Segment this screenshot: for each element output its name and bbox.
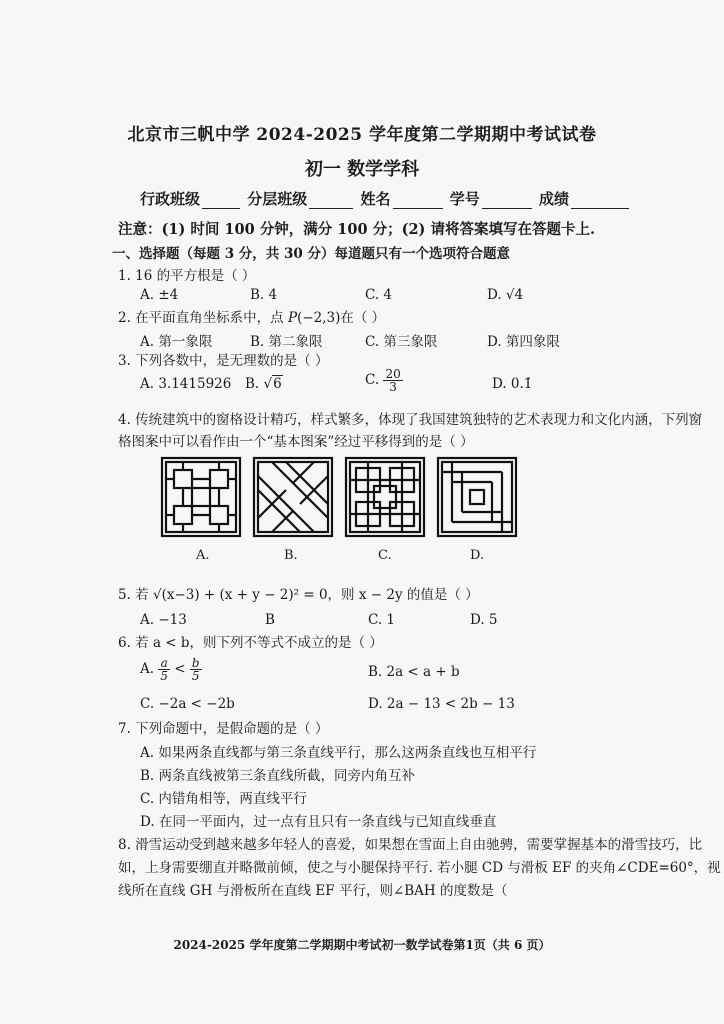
exam-title: 北京市三帆中学 2024-2025 学年度第二学期期中考试试卷 xyxy=(127,125,597,145)
q2-stem: 2. 在平面直角坐标系中，点 P(−2,3)在（ ） xyxy=(118,310,386,326)
q8-stem-line3: 线所在直线 GH 与滑板所在直线 EF 平行，则∠BAH 的度数是（ xyxy=(118,883,508,899)
blank-student-id[interactable] xyxy=(482,194,532,209)
page-footer: 2024-2025 学年度第二学期期中考试初一数学试卷第1页（共 6 页） xyxy=(173,938,551,952)
q7-stem: 7. 下列命题中，是假命题的是（ ） xyxy=(118,721,329,737)
field-level-class: 分层班级 xyxy=(247,190,308,208)
q2-option-b[interactable]: B. 第二象限 xyxy=(250,334,323,350)
q5-option-d[interactable]: D. 5 xyxy=(470,612,498,628)
window-pattern-b[interactable] xyxy=(252,456,334,538)
q2-option-a[interactable]: A. 第一象限 xyxy=(140,334,213,350)
blank-admin-class[interactable] xyxy=(202,194,240,209)
window-pattern-c[interactable] xyxy=(344,456,426,538)
q2-option-d[interactable]: D. 第四象限 xyxy=(487,334,560,350)
window-pattern-a[interactable] xyxy=(160,456,242,538)
pattern-label-b: B. xyxy=(284,548,298,563)
q1-option-d[interactable]: D. √4 xyxy=(487,287,524,303)
field-admin-class: 行政班级 xyxy=(140,190,201,208)
q6-option-a[interactable]: A. $\frac{a}{5}$ < $\frac{b}{5}$ xyxy=(140,656,200,683)
student-info-row xyxy=(140,188,629,209)
q1-stem: 1. 16 的平方根是（ ） xyxy=(118,268,256,284)
q1-option-a[interactable]: A. ±4 xyxy=(140,287,179,303)
q3-option-c[interactable]: C. $\frac{20}{3}$ xyxy=(365,367,401,394)
q5-option-a[interactable]: A. −13 xyxy=(140,612,187,628)
q6-option-c[interactable]: C. −2a < −2b xyxy=(140,696,235,712)
q2-option-c[interactable]: C. 第三象限 xyxy=(365,334,438,350)
q3-option-d[interactable]: D. 0.1̇ xyxy=(492,376,533,392)
exam-notice: 注意：(1) 时间 100 分钟，满分 100 分；(2) 请将答案填写在答题卡上. xyxy=(118,221,595,238)
q5-stem: 5. 若 √(x−3) + (x + y − 2)² = 0，则 x − 2y 的值是（ ） xyxy=(118,587,479,603)
q7-option-b[interactable]: B. 两条直线被第三条直线所截，同旁内角互补 xyxy=(140,768,416,784)
section-heading: 一、选择题（每题 3 分，共 30 分）每道题只有一个选项符合题意 xyxy=(112,246,510,262)
q8-stem-line2: 如，上身需要绷直并略微前倾，使之与小腿保持平行. 若小腿 CD 与滑板 EF 的夹角∠CDE=60°，视 xyxy=(118,860,721,876)
q8-stem-line1: 8. 滑雪运动受到越来越多年轻人的喜爱，如果想在雪面上自由驰骋，需要掌握基本的滑雪技巧，比 xyxy=(118,837,703,853)
q3-option-a[interactable]: A. 3.1415926 xyxy=(140,376,232,392)
q6-stem: 6. 若 a < b，则下列不等式不成立的是（ ） xyxy=(118,635,383,651)
pattern-label-c: C. xyxy=(378,548,392,563)
q5-option-b[interactable]: B xyxy=(265,612,275,628)
field-student-id: 学号 xyxy=(449,190,480,208)
field-name: 姓名 xyxy=(360,190,391,208)
blank-score[interactable] xyxy=(571,194,629,209)
pattern-label-a: A. xyxy=(196,548,210,563)
q1-option-b[interactable]: B. 4 xyxy=(250,287,278,303)
q5-option-c[interactable]: C. 1 xyxy=(368,612,396,628)
pattern-label-d: D. xyxy=(470,548,485,563)
q7-option-d[interactable]: D. 在同一平面内，过一点有且只有一条直线与已知直线垂直 xyxy=(140,814,497,830)
window-pattern-d[interactable] xyxy=(436,456,518,538)
q6-option-d[interactable]: D. 2a − 13 < 2b − 13 xyxy=(368,696,515,712)
q4-stem-line2: 格图案中可以看作由一个“基本图案”经过平移得到的是（ ） xyxy=(118,434,474,450)
blank-level-class[interactable] xyxy=(309,194,353,209)
q7-option-c[interactable]: C. 内错角相等，两直线平行 xyxy=(140,791,307,807)
q3-stem: 3. 下列各数中，是无理数的是（ ） xyxy=(118,353,329,369)
field-score: 成绩 xyxy=(539,190,570,208)
exam-subtitle: 初一 数学学科 xyxy=(304,159,420,180)
q1-option-c[interactable]: C. 4 xyxy=(365,287,393,303)
blank-name[interactable] xyxy=(393,194,443,209)
q6-option-b[interactable]: B. 2a < a + b xyxy=(368,664,460,680)
q7-option-a[interactable]: A. 如果两条直线都与第三条直线平行，那么这两条直线也互相平行 xyxy=(140,745,537,761)
q3-option-b[interactable]: B. √6 xyxy=(245,376,282,392)
q4-stem-line1: 4. 传统建筑中的窗格设计精巧，样式繁多，体现了我国建筑独特的艺术表现力和文化内涵，下列窗 xyxy=(118,412,703,428)
